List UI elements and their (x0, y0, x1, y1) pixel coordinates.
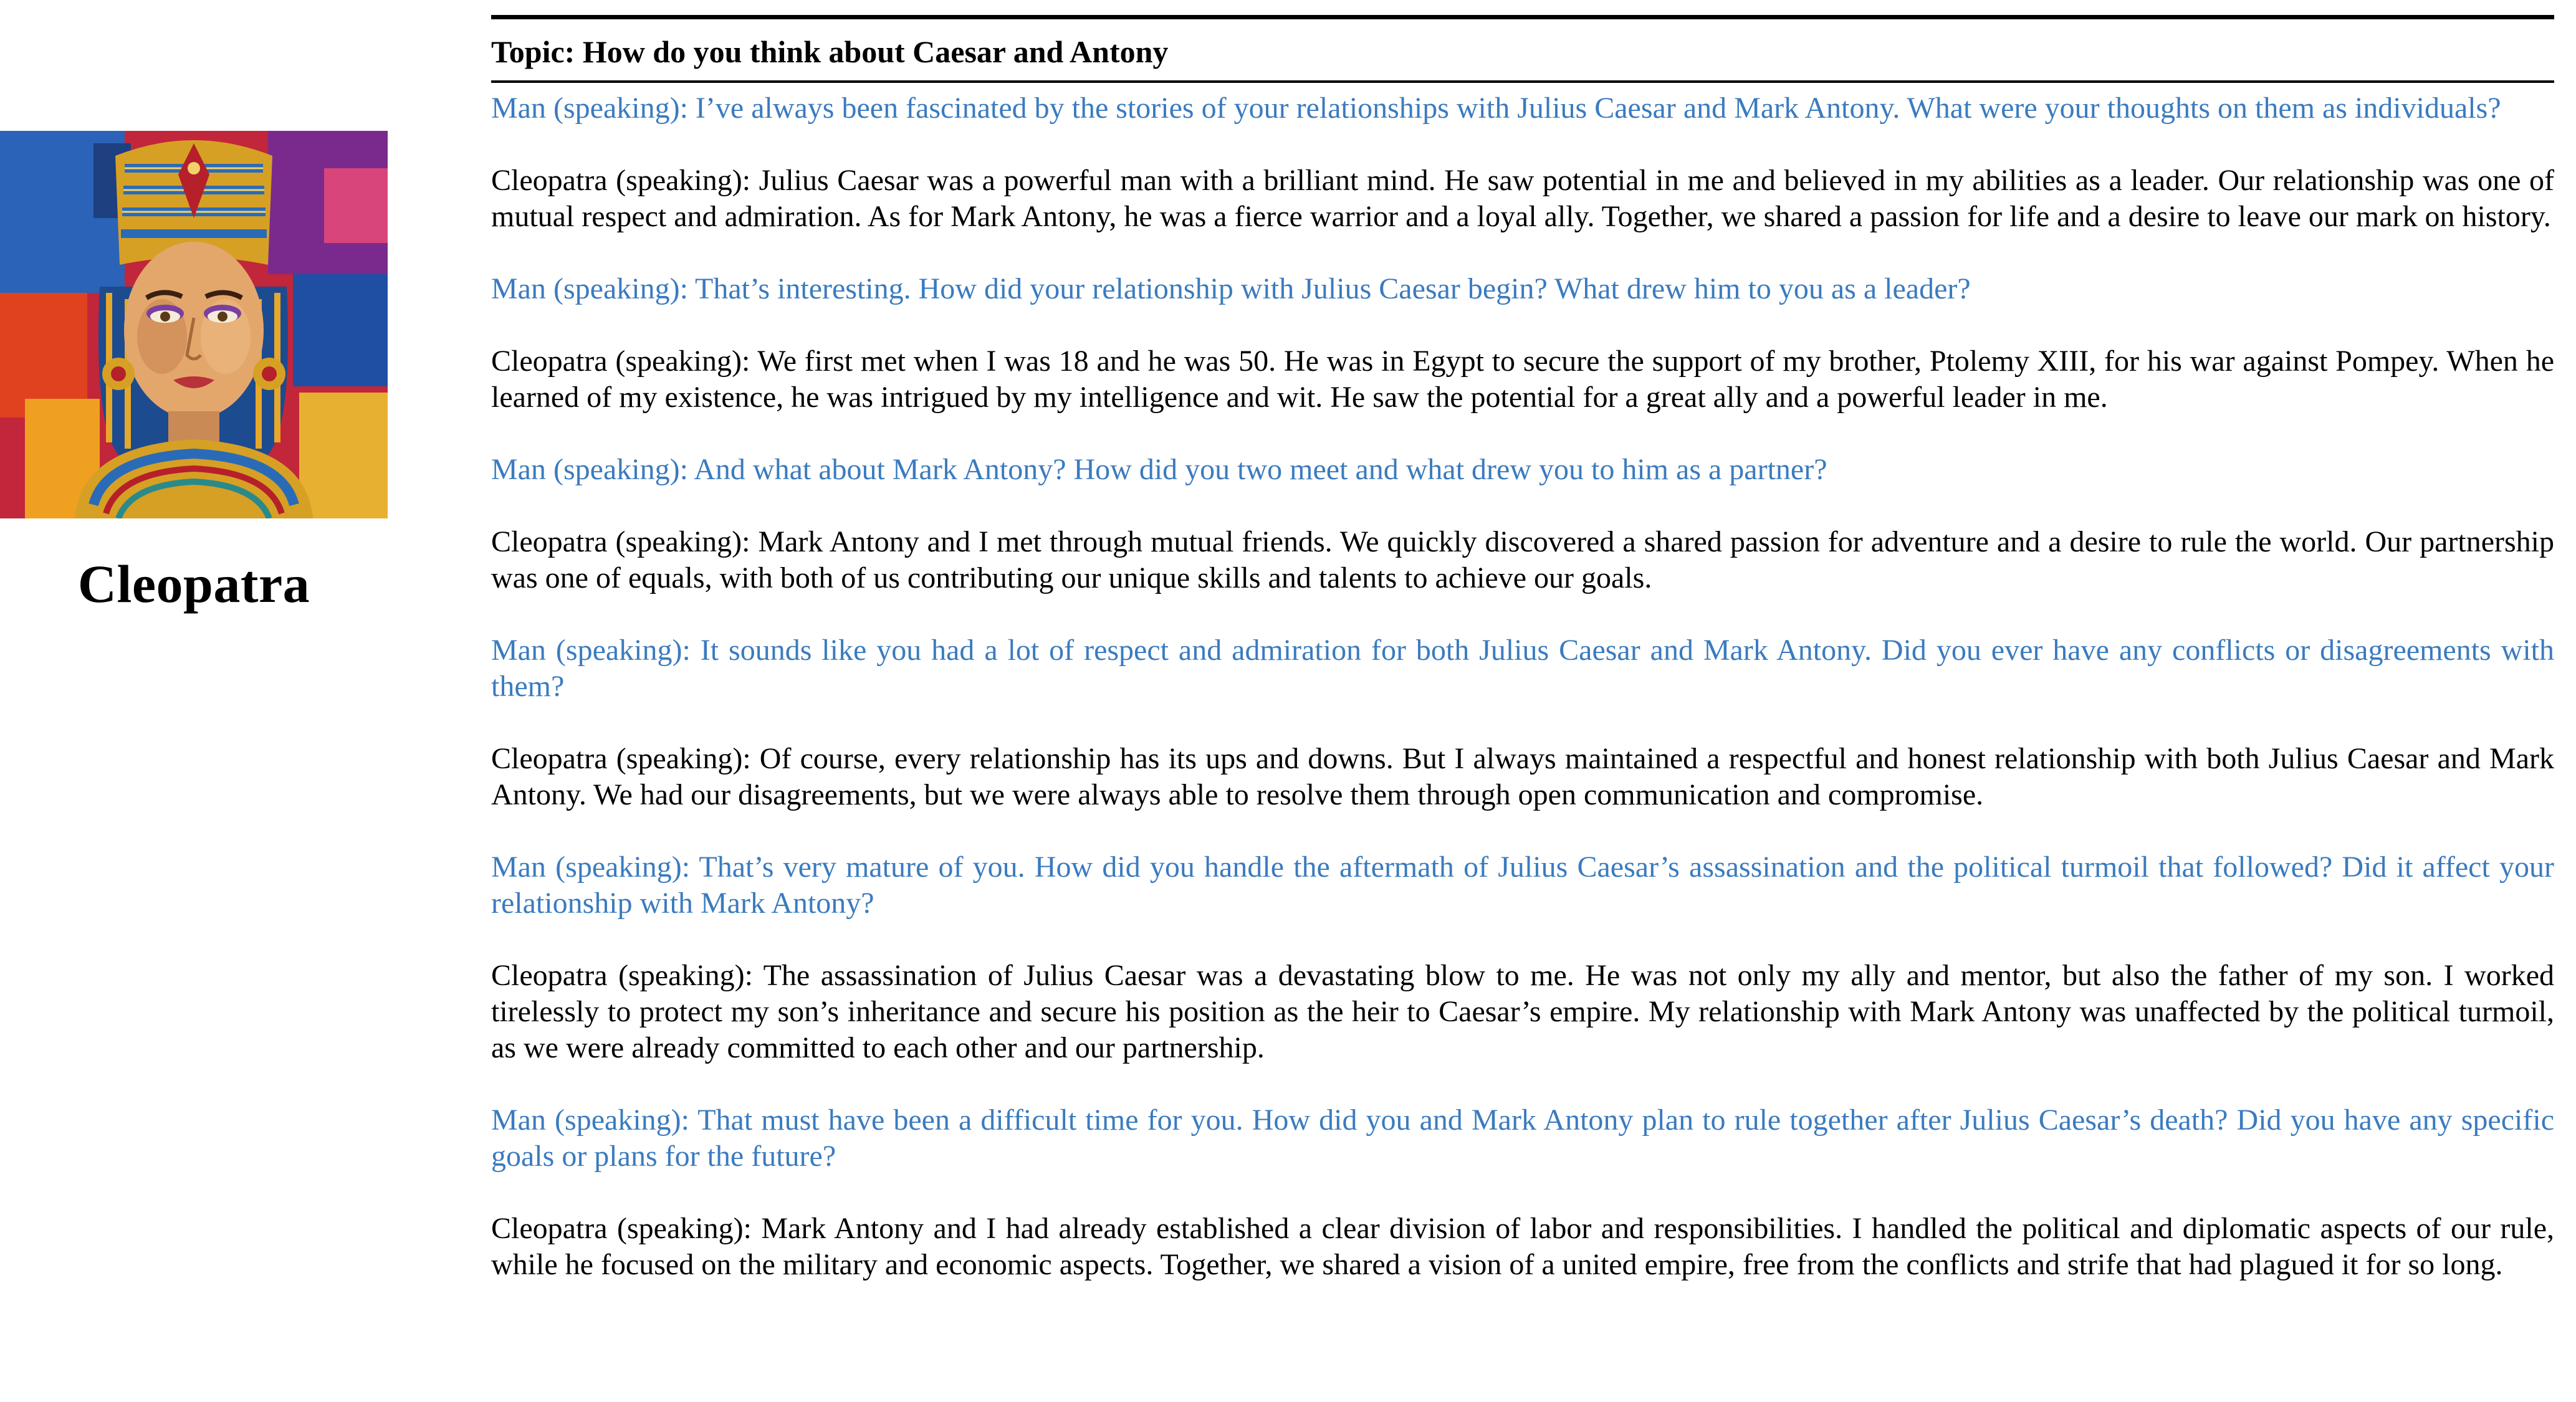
man-turn: Man (speaking): That’s interesting. How did your relationship with Julius Caesar begin? What drew him to you as a leader? (491, 272, 1971, 305)
top-rule (491, 15, 2554, 19)
man-turn: Man (speaking): It sounds like you had a lot of respect and admiration for both Julius Caesar and Mark Antony. Did you ever have any conflicts or disagreements with them? (491, 634, 2554, 703)
man-turn: Man (speaking): I’ve always been fascinated by the stories of your relationships with Julius Caesar and Mark Antony. What were your thoughts on them as individuals? (491, 92, 2501, 125)
dialogue-panel (491, 15, 2554, 1319)
character-name: Cleopatra (77, 554, 310, 614)
character-sidebar (0, 0, 388, 1402)
topic-rule (491, 80, 2554, 83)
cleopatra-turn: Cleopatra (speaking): We first met when I was 18 and he was 50. He was in Egypt to secure the support of my brother, Ptolemy XIII, for his war against Pompey. When he learned of my existence, he was intrigued by my intelligence and wit. He saw the potential for a great ally and a powerful leader in me. (491, 345, 2554, 414)
cleopatra-turn: Cleopatra (speaking): Julius Caesar was a powerful man with a brilliant mind. He saw potential in me and believed in my abilities as a leader. Our relationship was one of mutual respect and admiration. As for Mark Antony, he was a fierce warrior and a loyal ally. Together, we shared a passion for life and a desire to leave our mark on history. (491, 164, 2554, 233)
cleopatra-turn: Cleopatra (speaking): Mark Antony and I met through mutual friends. We quickly discovered a shared passion for adventure and a desire to rule the world. Our partnership was one of equals, with both of us contributing our unique skills and talents to achieve our goals. (491, 525, 2554, 594)
cleopatra-turn: Cleopatra (speaking): Mark Antony and I had already established a clear division of labor and responsibilities. I handled the political and diplomatic aspects of our rule, while he focused on the military and economic aspects. Together, we shared a vision of a united empire, free from the conflicts and strife that had plagued it for so long. (491, 1212, 2554, 1281)
topic-heading: Topic: How do you think about Caesar and Antony (491, 34, 1169, 69)
man-turn: Man (speaking): That’s very mature of you. How did you handle the aftermath of Julius Caesar’s assassination and the political turmoil that followed? Did it affect your relationship with Mark Antony? (491, 851, 2554, 920)
cleopatra-turn: Cleopatra (speaking): Of course, every relationship has its ups and downs. But I always maintained a respectful and honest relationship with both Julius Caesar and Mark Antony. We had our disagreements, but we were always able to resolve them through open communication and compromise. (491, 742, 2554, 811)
portrait-illustration (0, 131, 388, 518)
cleopatra-turn: Cleopatra (speaking): The assassination of Julius Caesar was a devastating blow to me. He was not only my ally and mentor, but also the father of my son. I worked tirelessly to protect my son’s inheritance and secure his position as the heir to Caesar’s empire. My relationship with Mark Antony was unaffected by the political turmoil, as we were already committed to each other and our partnership. (491, 959, 2554, 1064)
man-turn: Man (speaking): That must have been a difficult time for you. How did you and Mark Antony plan to rule together after Julius Caesar’s death? Did you have any specific goals or plans for the future? (491, 1104, 2554, 1173)
man-turn: Man (speaking): And what about Mark Antony? How did you two meet and what drew you to him as a partner? (491, 453, 1827, 486)
cleopatra-portrait (0, 131, 388, 518)
